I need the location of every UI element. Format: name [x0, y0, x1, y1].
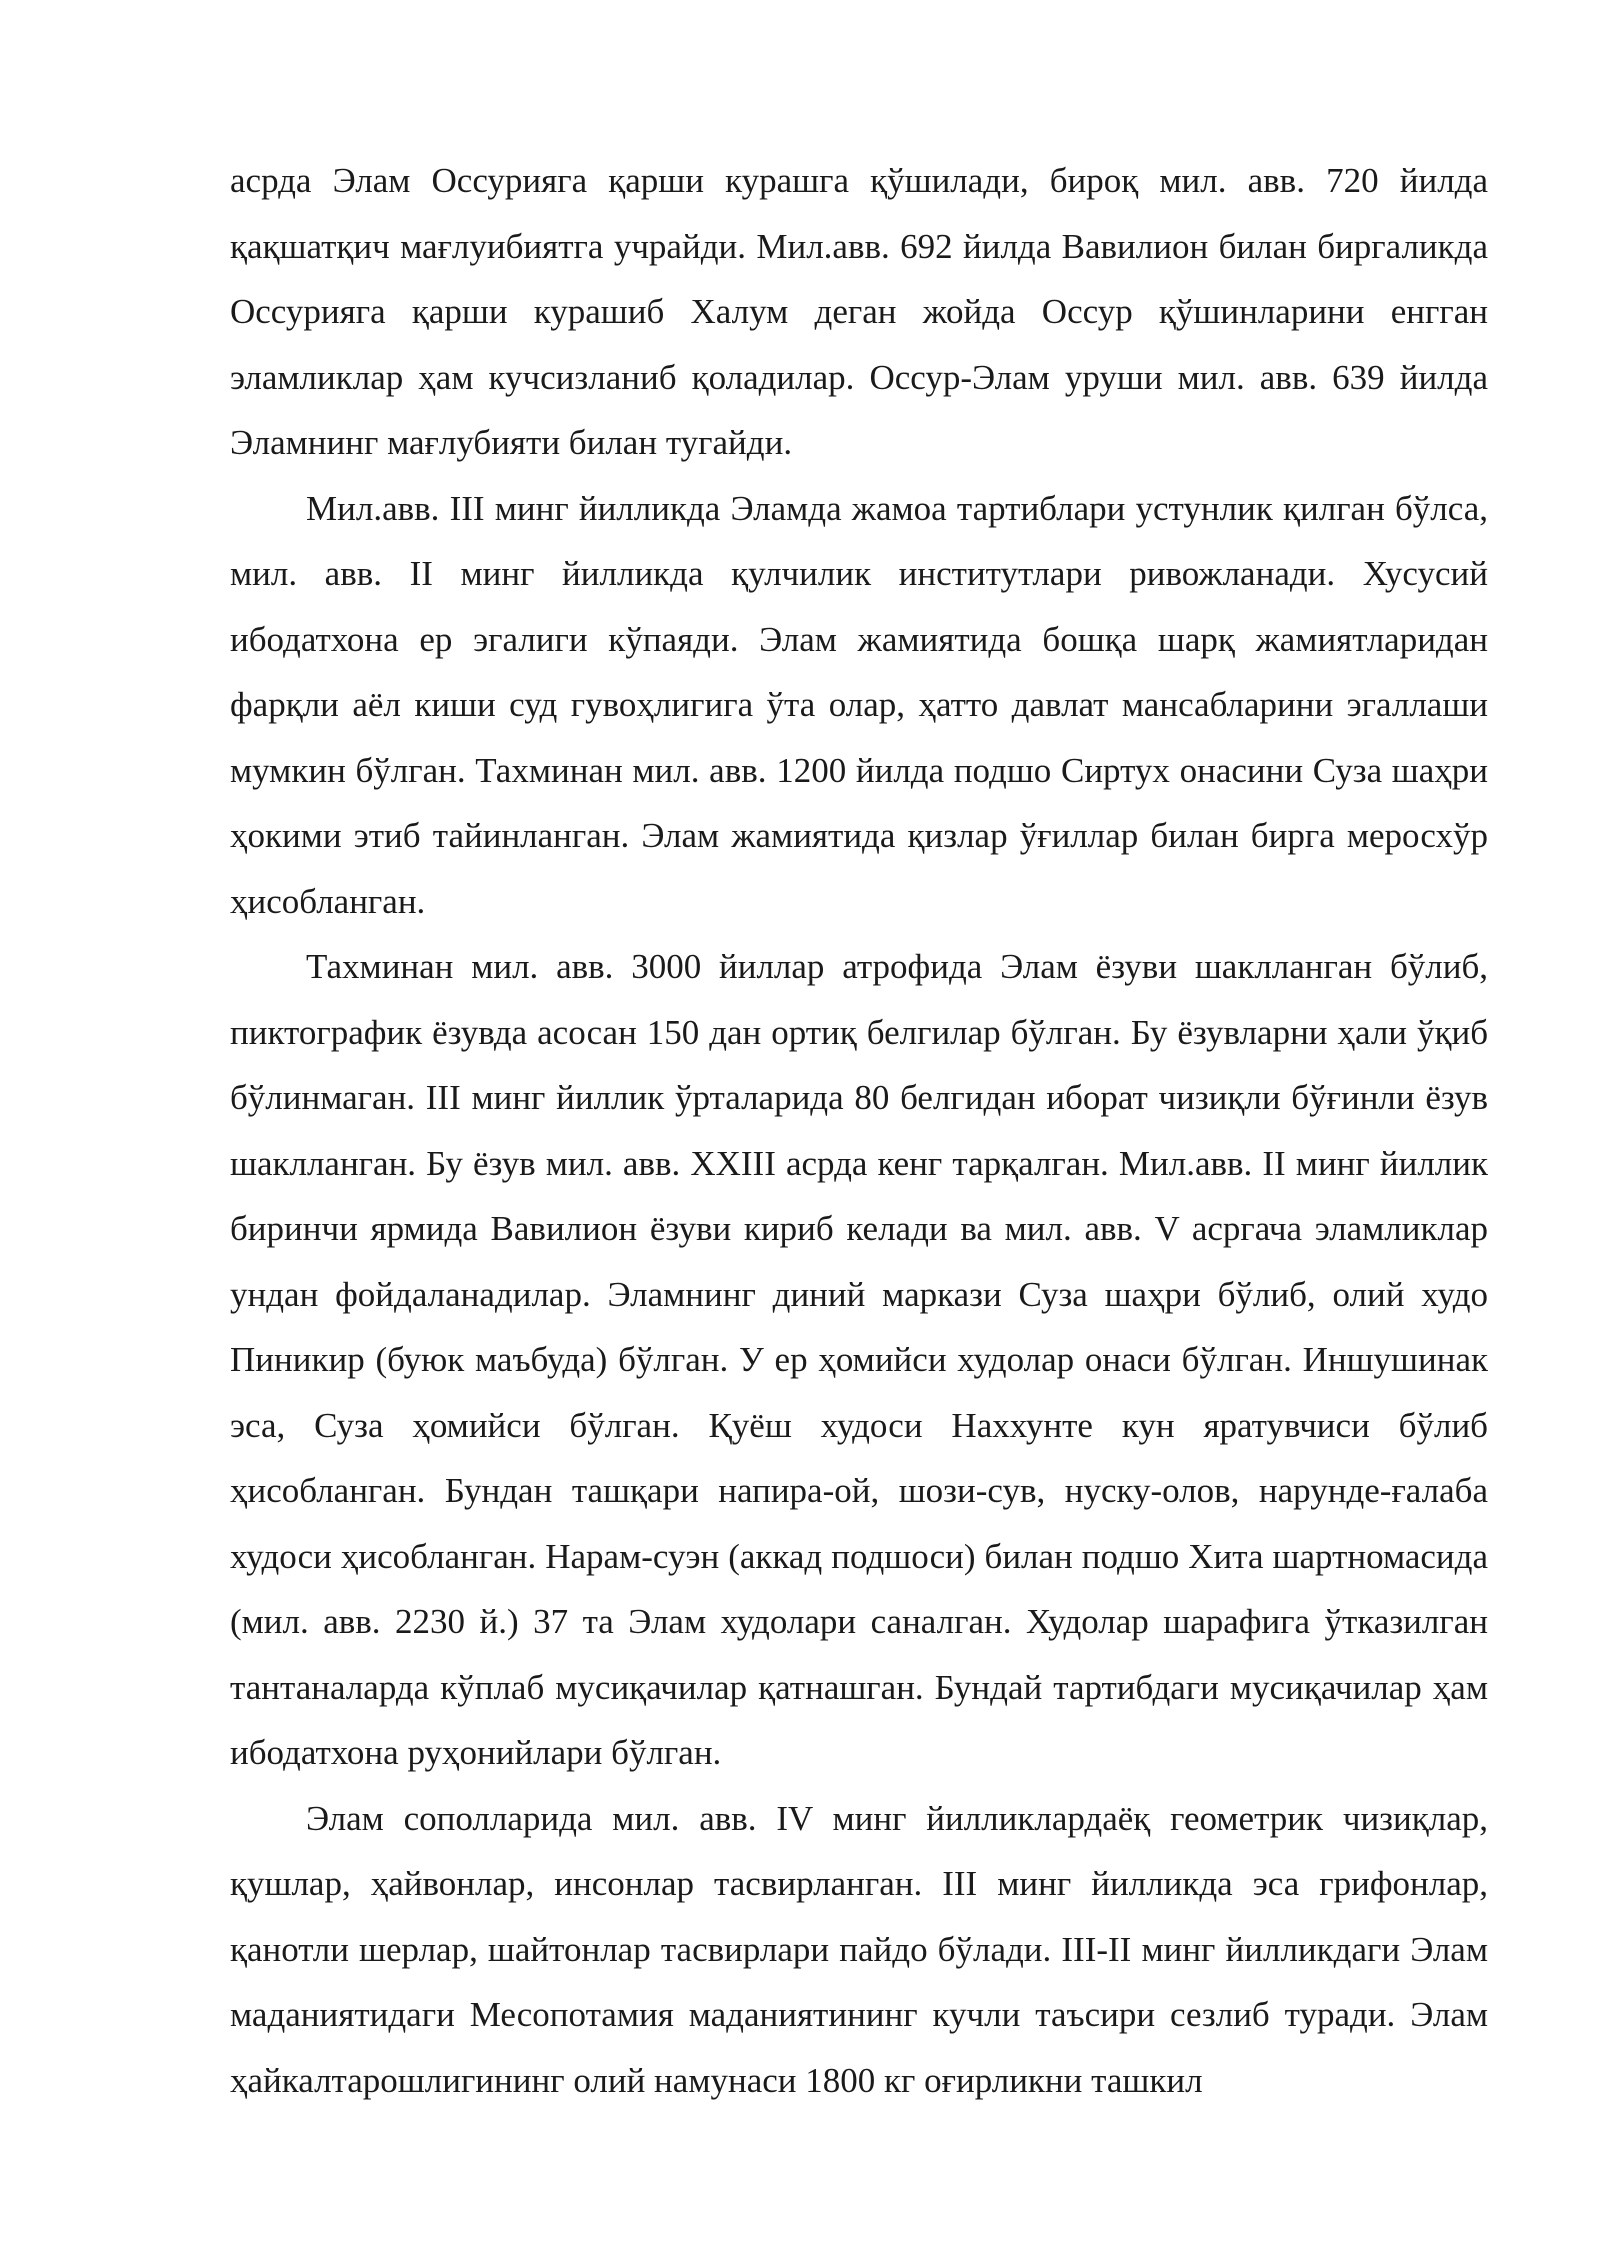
paragraph-3: Тахминан мил. авв. 3000 йиллар атрофида Элам ёзуви шаклланган бўлиб, пиктографик ёзувда асосан 150 дан ортиқ белгилар бўлган. Бу ёзувларни ҳали ўқиб бўлинмаган. III минг йиллик ўрталарида 80 белгидан иборат чизиқли бўғинли ёзув шаклланган. Бу ёзув мил. авв. XXIII асрда кенг тарқалган. Мил.авв. II минг йиллик биринчи ярмида Вавилион ёзуви кириб келади ва мил. авв. V асргача эламликлар ундан фойдаланадилар. Эламнинг диний маркази Суза шаҳри бўлиб, олий худо Пиникир (буюк маъбуда) бўлган. У ер ҳомийси худолар онаси бўлган. Иншушинак эса, Суза ҳомийси бўлган. Қуёш худоси Наххунте кун яратувчиси бўлиб ҳисобланган. Бундан ташқари напира-ой, шози-сув, нуску-олов, нарунде-ғалаба худоси ҳисобланган. Нарам-суэн (аккад подшоси) билан подшо Хита шартномасида (мил. авв. 2230 й.) 37 та Элам худолари саналган. Худолар шарафига ўтказилган тантаналарда кўплаб мусиқачилар қатнашган. Бундай тартибдаги мусиқачилар ҳам ибодатхона руҳонийлари бўлган. [230, 947, 1488, 1772]
paragraph-1: асрда Элам Оссурияга қарши курашга қўшилади, бироқ мил. авв. 720 йилда қақшатқич мағлуибиятга учрайди. Мил.авв. 692 йилда Вавилион билан биргаликда Оссурияга қарши курашиб Халум деган жойда Оссур қўшинларини енгган эламликлар ҳам кучсизланиб қоладилар. Оссур-Элам уруши мил. авв. 639 йилда Эламнинг мағлубияти билан тугайди. [230, 161, 1488, 462]
paragraph-2: Мил.авв. III минг йилликда Эламда жамоа тартиблари устунлик қилган бўлса, мил. авв. II минг йилликда қулчилик институтлари ривожланади. Хусусий ибодатхона ер эгалиги кўпаяди. Элам жамиятида бошқа шарқ жамиятларидан фарқли аёл киши суд гувоҳлигига ўта олар, ҳатто давлат мансабларини эгаллаши мумкин бўлган. Тахминан мил. авв. 1200 йилда подшо Сиртух онасини Суза шаҳри ҳокими этиб тайинланган. Элам жамиятида қизлар ўғиллар билан бирга меросхўр ҳисобланган. [230, 488, 1488, 921]
document-page [230, 148, 1488, 2113]
paragraph-4: Элам сополларида мил. авв. IV минг йилликлардаёқ геометрик чизиқлар, қушлар, ҳайвонлар, инсонлар тасвирланган. III минг йилликда эса грифонлар, қанотли шерлар, шайтонлар тасвирлари пайдо бўлади. III-II минг йилликдаги Элам маданиятидаги Месопотамия маданиятининг кучли таъсири сезлиб туради. Элам ҳайкалтарошлигининг олий намунаси 1800 кг оғирликни ташкил [230, 1798, 1488, 2100]
